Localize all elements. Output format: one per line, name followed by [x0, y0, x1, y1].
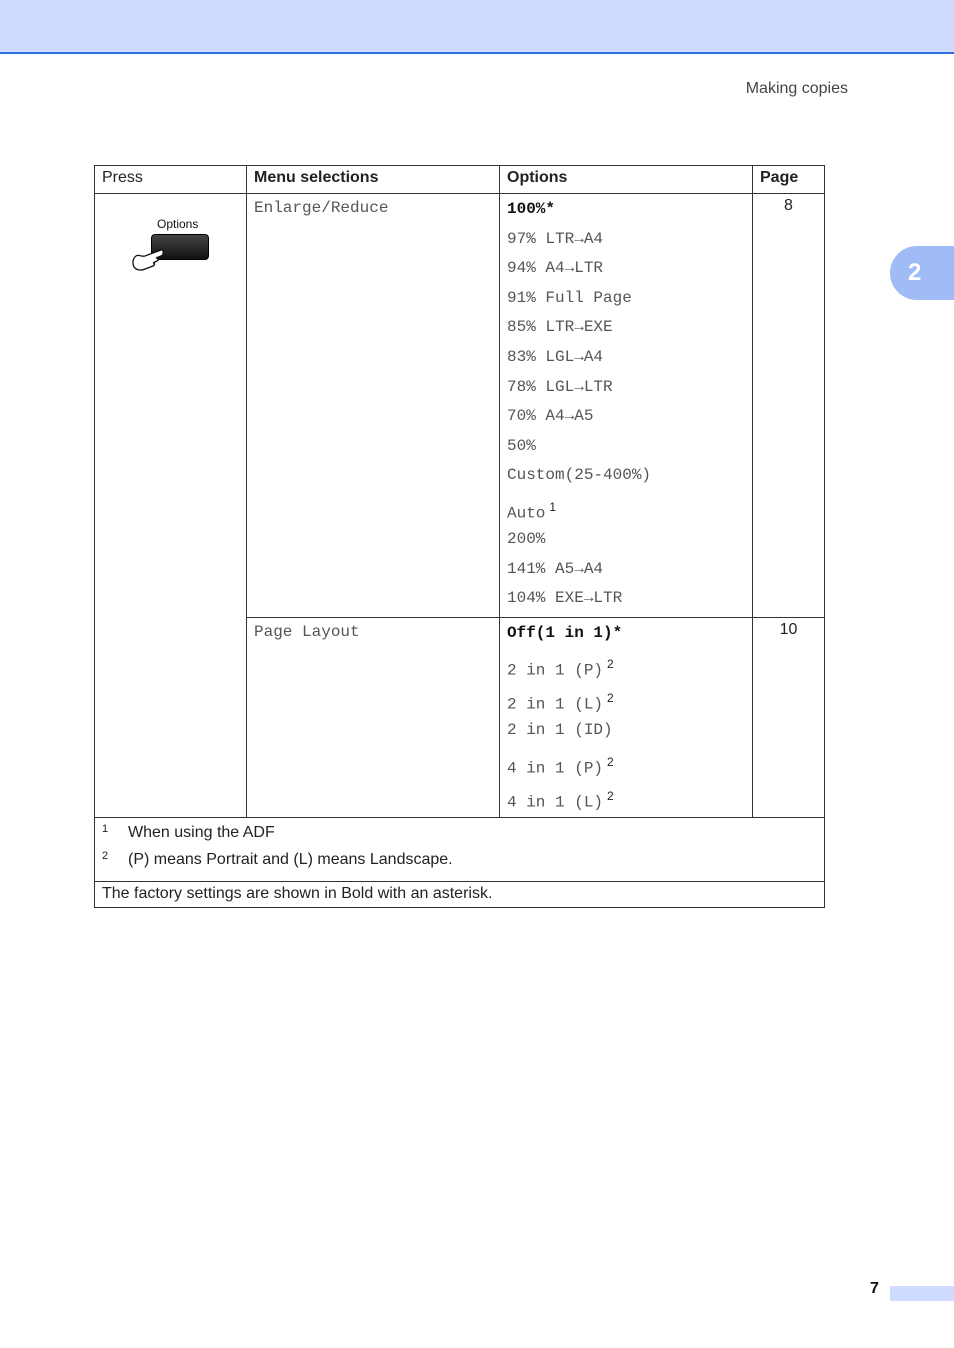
option-item: 100%*	[507, 200, 556, 218]
option-item: Custom(25-400%)	[507, 466, 652, 485]
menu-enlarge-reduce: Enlarge/Reduce	[247, 194, 500, 618]
option-item: 70% A4→A5	[507, 407, 594, 426]
header-band	[0, 0, 954, 54]
menu-page-layout: Page Layout	[247, 617, 500, 817]
page-ref: 8	[753, 194, 825, 618]
page-number: 7	[870, 1280, 879, 1297]
option-item: 104% EXE→LTR	[507, 589, 623, 608]
option-item: 78% LGL→LTR	[507, 377, 613, 396]
option-item: 50%	[507, 436, 536, 455]
table-header-row	[95, 166, 825, 194]
option-item: 2 in 1 (L) $^2$	[507, 691, 614, 714]
running-title: Making copies	[745, 80, 848, 97]
header-page: Page	[753, 166, 825, 194]
options-button-illustration	[131, 214, 211, 274]
footnote: 2 (P) means Portrait and (L) means Landscape.	[102, 849, 453, 868]
footer-band	[890, 1286, 954, 1301]
footnote: 1 When using the ADF	[102, 822, 275, 841]
option-item: 2 in 1 (ID)	[507, 721, 613, 740]
option-item: 4 in 1 (L) $^2$	[507, 788, 614, 812]
footnotes	[95, 817, 825, 881]
footnote-ref: 2	[607, 657, 614, 672]
footnote-ref: 2	[607, 788, 614, 803]
options-list	[500, 617, 753, 817]
option-item: 4 in 1 (P) $^2$	[507, 754, 614, 778]
options-list	[500, 194, 753, 618]
option-item: 83% LGL→A4	[507, 347, 604, 366]
option-item: Auto $^1$	[507, 499, 557, 523]
footnote-ref: 1	[549, 499, 557, 514]
copy-options-table	[94, 165, 825, 908]
table-row	[95, 194, 825, 618]
option-item: 94% A4→LTR	[507, 259, 604, 278]
option-item: 200%	[507, 529, 546, 548]
press-cell	[95, 194, 247, 818]
factory-note: The factory settings are shown in Bold with an asterisk.	[95, 881, 825, 907]
page-ref: 10	[753, 617, 825, 817]
pointing-hand-icon	[131, 242, 165, 272]
option-item: 141% A5→A4	[507, 559, 604, 578]
option-item: Off(1 in 1)*	[507, 623, 623, 642]
factory-note-row	[95, 881, 825, 907]
option-item: 97% LTR→A4	[507, 229, 604, 248]
footnote-ref: 2	[607, 754, 614, 769]
header-menu-selections: Menu selections	[247, 166, 500, 194]
option-item: 91% Full Page	[507, 288, 632, 307]
chapter-tab: 2	[890, 246, 954, 300]
option-item: 85% LTR→EXE	[507, 318, 613, 337]
header-press: Press	[95, 166, 247, 194]
header-options: Options	[500, 166, 753, 194]
option-item: 2 in 1 (P) $^2$	[507, 657, 614, 680]
footnotes-row	[95, 817, 825, 881]
footnote-ref: 2	[607, 691, 614, 706]
options-button-label: Options	[157, 217, 199, 231]
